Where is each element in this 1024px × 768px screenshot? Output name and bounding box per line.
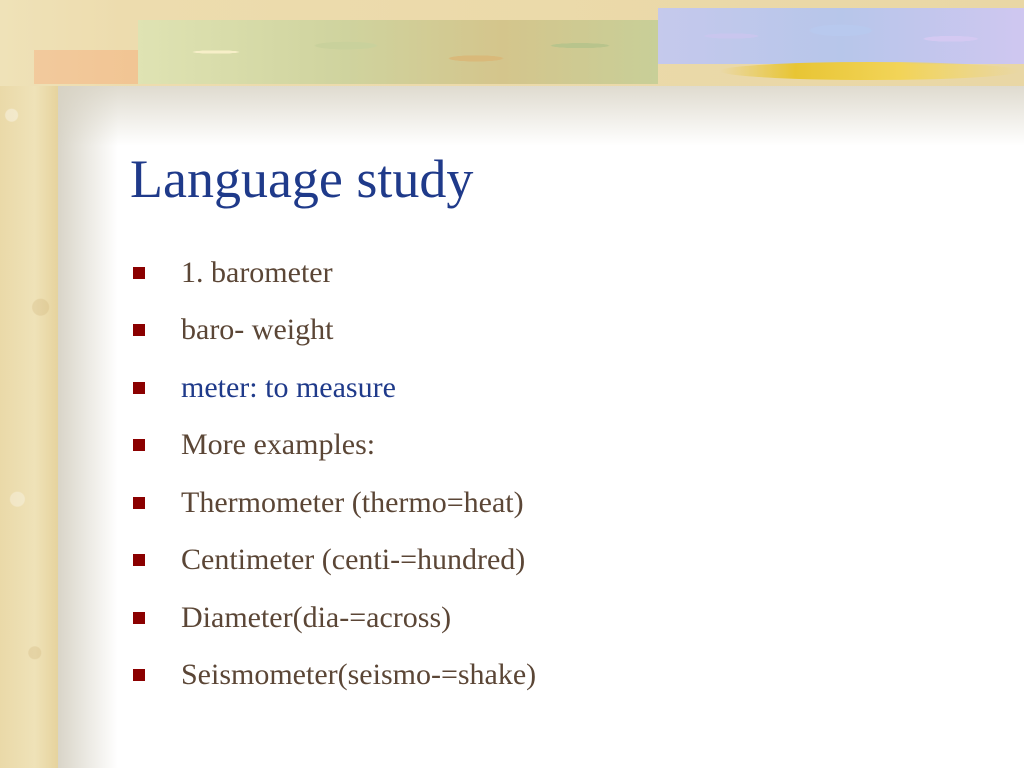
bullet-list <box>130 244 536 704</box>
slide-title: Language study <box>130 149 474 209</box>
bullet-item <box>130 417 536 475</box>
banner-gold-streak <box>720 62 1020 80</box>
bullet-text: Diameter(dia-=across) <box>181 600 452 634</box>
bullet-item <box>130 647 536 705</box>
bullet-item <box>130 359 536 417</box>
bullet-text: 1. barometer <box>181 255 333 289</box>
banner-leaf-art <box>138 20 658 84</box>
bullet-text: baro- weight <box>181 313 334 347</box>
square-bullet-icon <box>133 324 145 336</box>
left-decorative-strip <box>0 0 58 768</box>
square-bullet-icon <box>133 669 145 681</box>
top-decorative-banner <box>0 0 1024 86</box>
square-bullet-icon <box>133 497 145 509</box>
bullet-item <box>130 589 536 647</box>
square-bullet-icon <box>133 439 145 451</box>
bullet-text: Centimeter (centi-=hundred) <box>181 543 526 577</box>
square-bullet-icon <box>133 267 145 279</box>
banner-shadow <box>58 86 1024 146</box>
bullet-text: More examples: <box>181 428 376 462</box>
bullet-text: Seismometer(seismo-=shake) <box>181 658 537 692</box>
bullet-item <box>130 532 536 590</box>
bullet-item <box>130 474 536 532</box>
bullet-item <box>130 244 536 302</box>
bullet-item <box>130 302 536 360</box>
square-bullet-icon <box>133 382 145 394</box>
bullet-text: meter: to measure <box>181 370 396 404</box>
square-bullet-icon <box>133 554 145 566</box>
bullet-text: Thermometer (thermo=heat) <box>181 485 524 519</box>
banner-floral-art <box>658 8 1024 64</box>
square-bullet-icon <box>133 612 145 624</box>
